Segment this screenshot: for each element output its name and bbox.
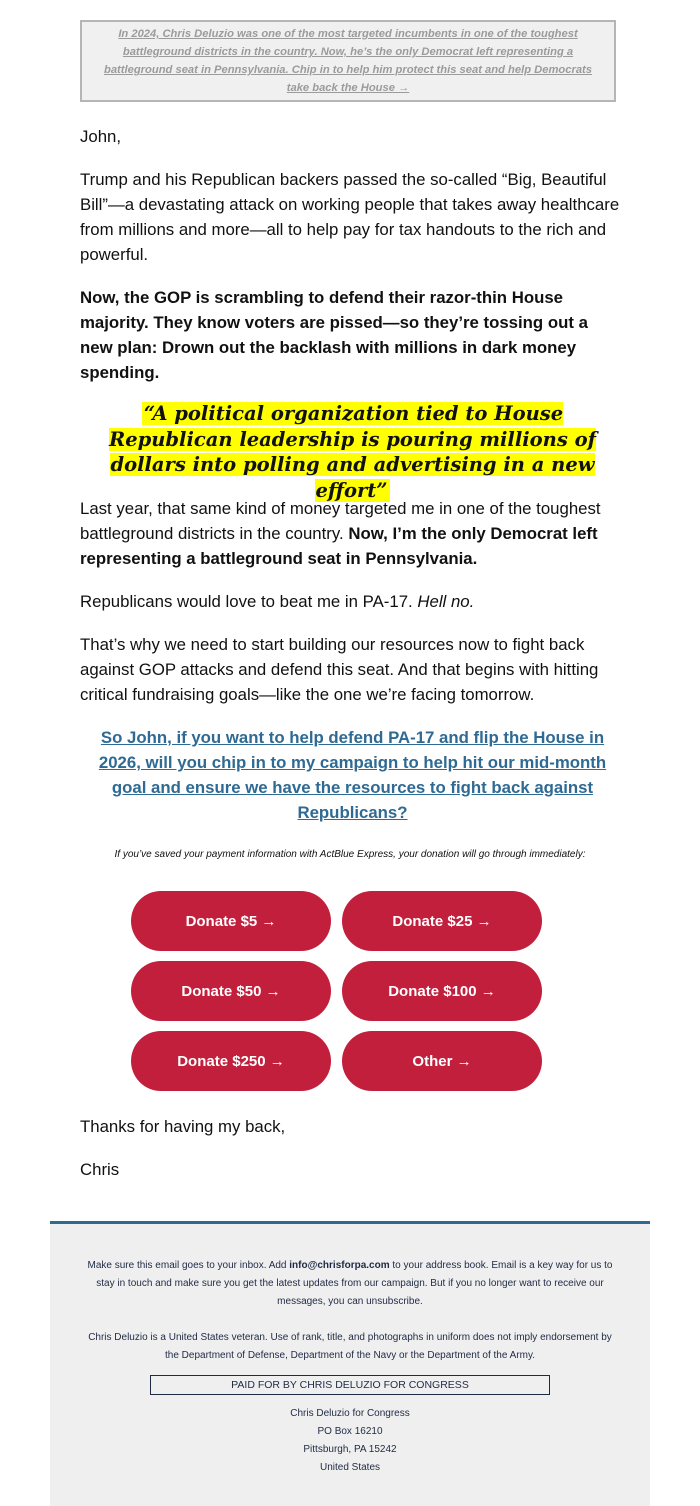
paragraph-1: Trump and his Republican backers passed the so-called “Big, Beautiful Bill”—a devastating attack on working people that takes away healthcare from millions and more—all to help pay for tax handouts to the rich and powerful. bbox=[80, 170, 620, 264]
paragraph-4 bbox=[80, 589, 625, 614]
paragraph-3-bold: Now, I’m the only Democrat left representing a battleground seat in Pennsylvania. bbox=[80, 524, 598, 568]
preheader-box bbox=[80, 20, 616, 102]
quote-text: “A political organization tied to House Republican leadership is pouring millions of dollars into polling and advertising in a new effort” bbox=[109, 402, 596, 502]
donate-5-button[interactable]: Donate $5 → bbox=[131, 891, 331, 951]
footer-address-country: United States bbox=[319, 1462, 381, 1473]
footer-inbox-text-b: to your address book. Email is a key way for us to stay in touch and make sure you get the latest updates from our campaign. But if you no longer want to receive our messages, you can unsubscribe. bbox=[96, 1260, 613, 1307]
actblue-express-note: If you’ve saved your payment information with ActBlue Express, your donation will go through immediately: bbox=[114, 849, 586, 860]
footer-inbox-text-a: Make sure this email goes to your inbox. Add bbox=[87, 1260, 290, 1271]
donate-50-button[interactable]: Donate $50 → bbox=[131, 961, 331, 1021]
donate-250-button[interactable]: Donate $250 → bbox=[131, 1031, 331, 1091]
footer-address-pobox: PO Box 16210 bbox=[317, 1426, 383, 1437]
signature: Chris bbox=[80, 1160, 120, 1179]
donate-25-button[interactable]: Donate $25 → bbox=[342, 891, 542, 951]
cta-link[interactable]: So John, if you want to help defend PA-17 and flip the House in 2026, will you chip in to my campaign to help hit our mid-month goal and ensure we have the resources to fight back against Republicans? bbox=[98, 728, 607, 822]
highlighted-quote bbox=[80, 401, 625, 503]
paragraph-5: That’s why we need to start building our resources now to fight back against GOP attacks and defend this seat. And that begins with hitting critical fundraising goals—like the one we’re facing tomorrow. bbox=[80, 635, 599, 704]
footer-inbox-notice bbox=[80, 1257, 620, 1311]
paragraph-3-text: Last year, that same kind of money targeted me in one of the toughest battleground districts in the country. bbox=[80, 499, 601, 543]
donate-other-button[interactable]: Other → bbox=[342, 1031, 542, 1091]
paid-for-box: PAID FOR BY CHRIS DELUZIO FOR CONGRESS bbox=[150, 1375, 550, 1395]
paragraph-4-italic: Hell no. bbox=[417, 592, 475, 611]
footer-address-name: Chris Deluzio for Congress bbox=[290, 1408, 410, 1419]
closing: Thanks for having my back, bbox=[80, 1117, 286, 1136]
footer-veteran-disclaimer: Chris Deluzio is a United States veteran. Use of rank, title, and photographs in uniform does not imply endorsement by the Department of Defense, Department of the Navy or the Department of the Army. bbox=[88, 1332, 612, 1361]
greeting: John, bbox=[80, 127, 122, 146]
preheader-link[interactable]: In 2024, Chris Deluzio was one of the most targeted incumbents in one of the toughest battleground districts in the country. Now, he’s the only Democrat left representing a battleground seat in Pennsylvania. Chip in to help him protect this seat and help Democrats take back the House → bbox=[104, 28, 592, 94]
paragraph-2: Now, the GOP is scrambling to defend their razor-thin House majority. They know voters are pissed—so they’re tossing out a new plan: Drown out the backlash with millions in dark money spending. bbox=[80, 288, 588, 382]
paragraph-3 bbox=[80, 496, 625, 571]
footer bbox=[50, 1221, 650, 1506]
footer-email-address[interactable]: info@chrisforpa.com bbox=[289, 1260, 390, 1271]
paragraph-4-text: Republicans would love to beat me in PA-17. bbox=[80, 592, 418, 611]
donate-100-button[interactable]: Donate $100 → bbox=[342, 961, 542, 1021]
footer-address-city: Pittsburgh, PA 15242 bbox=[303, 1444, 397, 1455]
